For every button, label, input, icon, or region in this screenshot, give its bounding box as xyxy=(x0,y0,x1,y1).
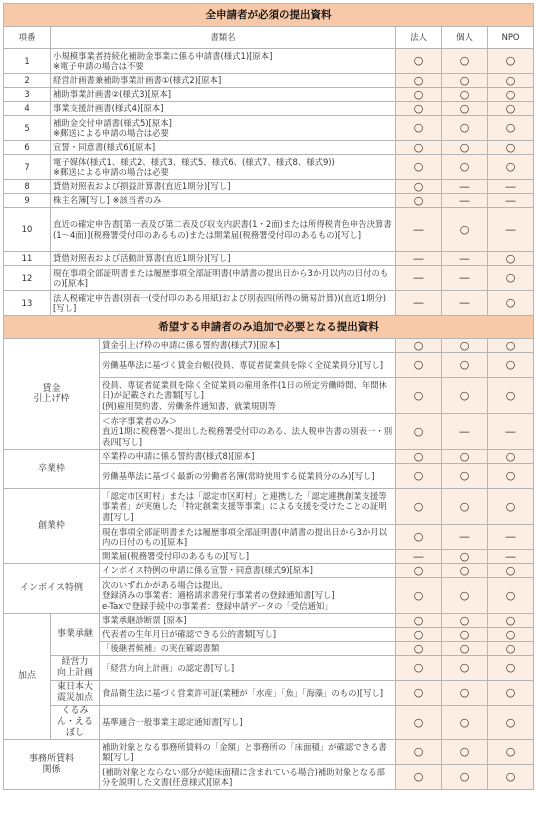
mark-npo: ○ xyxy=(488,49,534,74)
document-name: 補助事業計画書②(様式3)[原本] xyxy=(51,88,396,102)
row-number: 8 xyxy=(4,180,51,194)
mark-kojin: ○ xyxy=(442,464,488,489)
mark-npo: ○ xyxy=(488,628,534,642)
mark-houjin: ○ xyxy=(396,642,442,656)
mark-houjin: ○ xyxy=(396,765,442,790)
mark-kojin: ○ xyxy=(442,450,488,464)
mark-kojin: — xyxy=(442,180,488,194)
mark-kojin: — xyxy=(442,291,488,316)
mark-kojin: ○ xyxy=(442,740,488,765)
row-number: 1 xyxy=(4,49,51,74)
mark-houjin: ○ xyxy=(396,353,442,378)
row-number: 2 xyxy=(4,74,51,88)
document-name: インボイス特例の申請に係る宣誓・同意書(様式9)[原本] xyxy=(100,564,396,578)
table-row xyxy=(4,116,534,141)
category-label: 卒業枠 xyxy=(4,450,100,489)
mark-kojin: ○ xyxy=(442,155,488,180)
mark-kojin: ○ xyxy=(442,550,488,564)
mark-houjin: ○ xyxy=(396,706,442,740)
mark-kojin: ○ xyxy=(442,339,488,353)
table-row xyxy=(4,614,534,628)
mark-npo: ○ xyxy=(488,614,534,628)
document-name: 「後継者候補」の実在確認書類 xyxy=(100,642,396,656)
mark-npo: ○ xyxy=(488,578,534,614)
row-number: 11 xyxy=(4,252,51,266)
mark-houjin: ○ xyxy=(396,681,442,706)
mark-houjin: ○ xyxy=(396,656,442,681)
table-row xyxy=(4,194,534,208)
table-row xyxy=(4,450,534,464)
mark-kojin: ○ xyxy=(442,642,488,656)
document-name: 代表者の生年月日が確認できる公的書類[写し] xyxy=(100,628,396,642)
table-row xyxy=(4,155,534,180)
mark-npo: — xyxy=(488,550,534,564)
mark-kojin: ○ xyxy=(442,765,488,790)
row-number: 10 xyxy=(4,208,51,252)
table-row xyxy=(4,706,534,740)
header-row xyxy=(4,27,534,49)
mark-houjin: ○ xyxy=(396,414,442,450)
mark-houjin: ○ xyxy=(396,614,442,628)
mark-houjin: ○ xyxy=(396,450,442,464)
document-name: 経営計画書兼補助事業計画書①(様式2)[原本] xyxy=(51,74,396,88)
mark-houjin: ○ xyxy=(396,88,442,102)
col-header-kojin: 個人 xyxy=(442,27,488,49)
mark-npo: ○ xyxy=(488,102,534,116)
row-number: 5 xyxy=(4,116,51,141)
document-name: 役員、専従者従業員を除く全従業員の雇用条件(1日の所定労働時間、年間休日)が記載された書類[写し] (例)雇用契約書、労働条件通知書、就業規則等 xyxy=(100,378,396,414)
mark-npo: — xyxy=(488,414,534,450)
row-number: 13 xyxy=(4,291,51,316)
mark-npo: ○ xyxy=(488,765,534,790)
table-row xyxy=(4,102,534,116)
mark-kojin: ○ xyxy=(442,88,488,102)
row-number: 7 xyxy=(4,155,51,180)
mark-kojin: ○ xyxy=(442,578,488,614)
document-name: 貸借対照表および活動計算書(直近1期分)[写し] xyxy=(51,252,396,266)
document-name: 卒業枠の申請に係る誓約書(様式8)[原本] xyxy=(100,450,396,464)
subcategory-label: くるみん・えるぼし xyxy=(51,706,100,740)
mark-kojin: ○ xyxy=(442,353,488,378)
mark-houjin: ○ xyxy=(396,578,442,614)
mark-kojin: ○ xyxy=(442,706,488,740)
mark-npo: ○ xyxy=(488,141,534,155)
document-name: 労働基準法に基づく最新の労働者名簿(常時使用する従業員分のみ)[写し] xyxy=(100,464,396,489)
mark-kojin: ○ xyxy=(442,74,488,88)
mark-kojin: ○ xyxy=(442,49,488,74)
mark-npo: — xyxy=(488,525,534,550)
document-name: 法人税確定申告書(別表一(受付印のある用紙)および別表四(所得の簡易計算))(直近1期分)[写し] xyxy=(51,291,396,316)
mark-houjin: — xyxy=(396,208,442,252)
mark-kojin: ○ xyxy=(442,116,488,141)
document-name: 小規模事業者持続化補助金事業に係る申請書(様式1)[原本] ※電子申請の場合は不要 xyxy=(51,49,396,74)
mark-kojin: ○ xyxy=(442,208,488,252)
mark-kojin: ○ xyxy=(442,141,488,155)
category-label: 賃金 引上げ枠 xyxy=(4,339,100,450)
mark-npo: ○ xyxy=(488,656,534,681)
document-name: 「経営力向上計画」の認定書[写し] xyxy=(100,656,396,681)
document-name: 現在事項全部証明書または履歴事項全部証明書(申請書の提出日から3か月以内の日付のもの)[原本] xyxy=(100,525,396,550)
mark-kojin: — xyxy=(442,266,488,291)
document-name: 補助金交付申請書(様式5)[原本] ※郵送による申請の場合は必要 xyxy=(51,116,396,141)
mark-npo: ○ xyxy=(488,464,534,489)
mark-houjin: ○ xyxy=(396,378,442,414)
mark-kojin: ○ xyxy=(442,614,488,628)
document-name: 直近の確定申告書[第一表及び第二表及び収支内訳書(1・2面)または所得税青色申告決算書(1～4面)](税務署受付印のあるもの)または開業届(税務署受付印のあるもの)[写し] xyxy=(51,208,396,252)
col-header-houjin: 法人 xyxy=(396,27,442,49)
mark-npo: — xyxy=(488,194,534,208)
mark-kojin: — xyxy=(442,525,488,550)
mark-npo: ○ xyxy=(488,450,534,464)
mark-houjin: ○ xyxy=(396,74,442,88)
mark-houjin: ○ xyxy=(396,564,442,578)
mark-kojin: ○ xyxy=(442,102,488,116)
mark-kojin: ○ xyxy=(442,489,488,525)
document-name: (補助対象とならない部分が総床面積に含まれている場合)補助対象となる部分を説明した文書(任意様式)[原本] xyxy=(100,765,396,790)
subcategory-label: 事業承継 xyxy=(51,614,100,656)
document-name: 現在事項全部証明書または履歴事項全部証明書(申請書の提出日から3か月以内の日付のもの)[原本] xyxy=(51,266,396,291)
mark-kojin: — xyxy=(442,414,488,450)
table-row xyxy=(4,489,534,525)
mark-npo: ○ xyxy=(488,681,534,706)
mark-houjin: — xyxy=(396,550,442,564)
document-name: 宣誓・同意書(様式6)[原本] xyxy=(51,141,396,155)
section-title: 希望する申請者のみ追加で必要となる提出資料 xyxy=(4,316,534,339)
document-name: 次のいずれかがある場合は提出。 登録済みの事業者：適格請求書発行事業者の登録通知書[写し] e-Taxで登録手続中の事業者：登録申請データの「受信通知」 xyxy=(100,578,396,614)
category-label-katen: 加点 xyxy=(4,614,51,740)
row-number: 6 xyxy=(4,141,51,155)
row-number: 4 xyxy=(4,102,51,116)
subcategory-label: 東日本大震災加点 xyxy=(51,681,100,706)
category-label: 創業枠 xyxy=(4,489,100,564)
mark-kojin: — xyxy=(442,252,488,266)
col-header-npo: NPO xyxy=(488,27,534,49)
mark-houjin: ○ xyxy=(396,180,442,194)
document-name: 補助対象となる事務所賃料の「金額」と事務所の「床面積」が確認できる書類[写し] xyxy=(100,740,396,765)
mark-kojin: ○ xyxy=(442,656,488,681)
table-row xyxy=(4,252,534,266)
mark-houjin: — xyxy=(396,252,442,266)
document-name: 賃金引上げ枠の申請に係る誓約書(様式7)[原本] xyxy=(100,339,396,353)
table-row xyxy=(4,291,534,316)
section-band-optional xyxy=(4,316,534,339)
mark-npo: ○ xyxy=(488,74,534,88)
table-row xyxy=(4,88,534,102)
document-name: ＜赤字事業者のみ＞ 直近1期に税務署へ提出した税務署受付印のある、法人税申告書の別表一・別表四[写し] xyxy=(100,414,396,450)
document-name: 貸借対照表および損益計算書(直近1期分)[写し] xyxy=(51,180,396,194)
mark-npo: ○ xyxy=(488,489,534,525)
table-row xyxy=(4,740,534,765)
mark-houjin: ○ xyxy=(396,49,442,74)
document-name: 事業承継診断票 [原本] xyxy=(100,614,396,628)
section-title: 全申請者が必須の提出資料 xyxy=(4,4,534,27)
category-label: 事務所賃料 関係 xyxy=(4,740,100,790)
mark-npo: ○ xyxy=(488,740,534,765)
mark-npo: ○ xyxy=(488,88,534,102)
mark-houjin: ○ xyxy=(396,339,442,353)
mark-npo: ○ xyxy=(488,564,534,578)
document-name: 「認定市区町村」または「認定市区町村」と連携した「認定連携創業支援等事業者」が実施した「特定創業支援等事業」による支援を受けたことの証明書[写し] xyxy=(100,489,396,525)
mark-npo: ○ xyxy=(488,642,534,656)
table-row xyxy=(4,74,534,88)
mark-houjin: ○ xyxy=(396,116,442,141)
mark-npo: — xyxy=(488,180,534,194)
mark-npo: ○ xyxy=(488,378,534,414)
section-band-required xyxy=(4,4,534,27)
mark-npo: ○ xyxy=(488,266,534,291)
document-name: 食品衛生法に基づく営業許可証(業種が「水産」「魚」「海藻」のもの)[写し] xyxy=(100,681,396,706)
mark-npo: ○ xyxy=(488,353,534,378)
col-header-doc: 書類名 xyxy=(51,27,396,49)
mark-kojin: ○ xyxy=(442,681,488,706)
document-name: 事業支援計画書(様式4)[原本] xyxy=(51,102,396,116)
table-row xyxy=(4,141,534,155)
mark-houjin: ○ xyxy=(396,155,442,180)
subcategory-label: 経営力 向上計画 xyxy=(51,656,100,681)
col-header-no: 項番 xyxy=(4,27,51,49)
table-row xyxy=(4,208,534,252)
mark-houjin: — xyxy=(396,266,442,291)
table-row xyxy=(4,656,534,681)
mark-kojin: ○ xyxy=(442,628,488,642)
table-row xyxy=(4,49,534,74)
document-name: 基準適合一般事業主認定通知書[写し] xyxy=(100,706,396,740)
mark-houjin: — xyxy=(396,291,442,316)
mark-npo: ○ xyxy=(488,339,534,353)
mark-houjin: ○ xyxy=(396,141,442,155)
table-row xyxy=(4,681,534,706)
mark-houjin: ○ xyxy=(396,464,442,489)
mark-houjin: ○ xyxy=(396,194,442,208)
table-row xyxy=(4,180,534,194)
mark-npo: ○ xyxy=(488,252,534,266)
document-name: 開業届(税務署受付印のあるもの)[写し] xyxy=(100,550,396,564)
mark-kojin: ○ xyxy=(442,564,488,578)
mark-houjin: ○ xyxy=(396,525,442,550)
row-number: 9 xyxy=(4,194,51,208)
mark-npo: ○ xyxy=(488,116,534,141)
mark-npo: ○ xyxy=(488,155,534,180)
mark-npo: ○ xyxy=(488,706,534,740)
mark-houjin: ○ xyxy=(396,740,442,765)
document-name: 株主名簿[写し] ※該当者のみ xyxy=(51,194,396,208)
mark-kojin: ○ xyxy=(442,378,488,414)
document-name: 電子媒体(様式1、様式2、様式3、様式5、様式6、(様式7、様式8、様式9)) ※郵送による申請の場合は必要 xyxy=(51,155,396,180)
mark-kojin: — xyxy=(442,194,488,208)
table-row xyxy=(4,339,534,353)
document-name: 労働基準法に基づく賃金台帳(役員、専従者従業員を除く全従業員分)[写し] xyxy=(100,353,396,378)
row-number: 3 xyxy=(4,88,51,102)
required-documents-table xyxy=(3,3,534,790)
table-row xyxy=(4,564,534,578)
mark-npo: — xyxy=(488,208,534,252)
table-row xyxy=(4,266,534,291)
row-number: 12 xyxy=(4,266,51,291)
mark-houjin: ○ xyxy=(396,102,442,116)
mark-houjin: ○ xyxy=(396,628,442,642)
mark-houjin: ○ xyxy=(396,489,442,525)
mark-npo: ○ xyxy=(488,291,534,316)
category-label: インボイス特例 xyxy=(4,564,100,614)
